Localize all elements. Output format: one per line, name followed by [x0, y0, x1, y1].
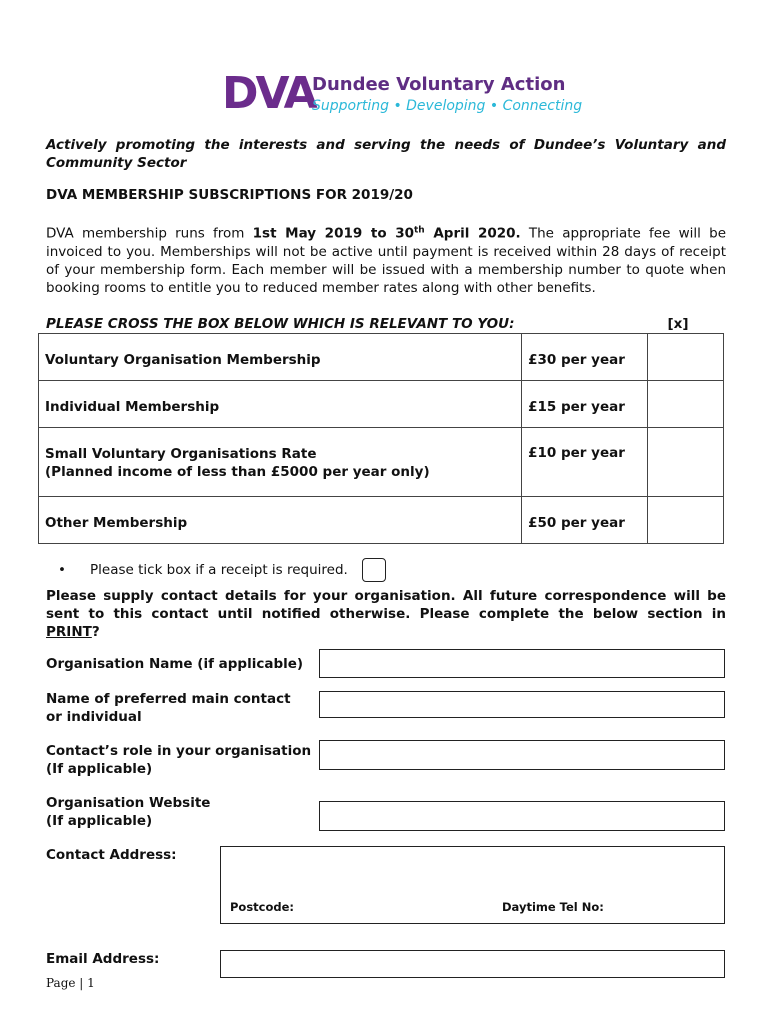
main-contact-label — [46, 690, 291, 726]
intro-suffix: The appropriate fee will be invoiced to you. Memberships will not be active until payment is received within 28 days of receipt of your membership form. Each member will be issued with a membership number to quote when booking rooms to entitle you to reduced member rates along with other benefits. — [46, 225, 726, 296]
receipt-label: Please tick box if a receipt is required. — [90, 562, 348, 578]
page-number: Page | 1 — [46, 976, 95, 990]
address-field[interactable] — [220, 846, 725, 924]
membership-fee: £30 per year — [522, 334, 648, 381]
intro-paragraph — [46, 221, 726, 297]
membership-type: Other Membership — [39, 497, 522, 544]
email-field[interactable] — [220, 950, 725, 978]
address-label: Contact Address: — [46, 847, 177, 863]
intro-period-start: 1st May 2019 to 30 — [252, 225, 414, 242]
email-label: Email Address: — [46, 951, 160, 967]
mark-column-header: [x] — [667, 316, 689, 332]
receipt-checkbox[interactable] — [362, 558, 386, 582]
membership-note: (Planned income of less than £5000 per year only) — [45, 464, 430, 480]
contact-instructions — [46, 587, 726, 641]
org-name-field[interactable] — [319, 649, 725, 678]
print-emphasis: PRINT — [46, 624, 92, 640]
intro-period-sup: th — [414, 225, 425, 235]
table-row — [39, 334, 724, 381]
intro-prefix: DVA membership runs from — [46, 225, 253, 242]
membership-checkbox-small-org[interactable] — [647, 428, 723, 497]
membership-table — [38, 333, 724, 544]
dva-logo — [222, 66, 583, 122]
table-row — [39, 497, 724, 544]
membership-type: Individual Membership — [39, 381, 522, 428]
main-contact-label-line2: or individual — [46, 709, 142, 725]
membership-checkbox-other[interactable] — [647, 497, 723, 544]
table-row — [39, 428, 724, 497]
membership-type: Voluntary Organisation Membership — [39, 334, 522, 381]
logo-mark: DVA — [222, 68, 315, 119]
contact-role-label-line2: (If applicable) — [46, 761, 153, 777]
membership-fee: £50 per year — [522, 497, 648, 544]
contact-role-label-line1: Contact’s role in your organisation — [46, 743, 312, 759]
membership-fee: £15 per year — [522, 381, 648, 428]
table-row — [39, 381, 724, 428]
contact-role-field[interactable] — [319, 740, 725, 770]
daytime-tel-label: Daytime Tel No: — [502, 900, 604, 914]
org-name-label: Organisation Name (if applicable) — [46, 656, 304, 672]
website-field[interactable] — [319, 801, 725, 831]
contact-role-label — [46, 742, 311, 778]
contact-instructions-end: ? — [91, 624, 100, 640]
mission-tagline: Actively promoting the interests and serving the needs of Dundee’s Voluntary and Community Sector — [46, 137, 726, 171]
main-contact-label-line1: Name of preferred main contact — [46, 691, 291, 707]
website-label-line2: (If applicable) — [46, 813, 153, 829]
membership-instruction: PLEASE CROSS THE BOX BELOW WHICH IS RELEVANT TO YOU: — [46, 316, 515, 332]
main-contact-field[interactable] — [319, 691, 725, 718]
postcode-label: Postcode: — [230, 900, 295, 914]
membership-fee: £10 per year — [522, 428, 648, 497]
logo-name: Dundee Voluntary Action — [312, 74, 566, 95]
bullet: • — [58, 562, 66, 578]
logo-tagline: Supporting • Developing • Connecting — [312, 98, 583, 114]
website-label — [46, 794, 210, 830]
website-label-line1: Organisation Website — [46, 795, 211, 811]
membership-type: Small Voluntary Organisations Rate — [45, 446, 317, 462]
membership-checkbox-individual[interactable] — [647, 381, 723, 428]
contact-instructions-text: Please supply contact details for your organisation. All future correspondence will be sent to this contact until notified otherwise. Please complete the below section in — [46, 588, 726, 622]
page-title: DVA MEMBERSHIP SUBSCRIPTIONS FOR 2019/20 — [46, 187, 413, 203]
membership-type-cell — [39, 428, 522, 497]
intro-period-end: April 2020. — [424, 225, 521, 242]
membership-checkbox-voluntary[interactable] — [647, 334, 723, 381]
